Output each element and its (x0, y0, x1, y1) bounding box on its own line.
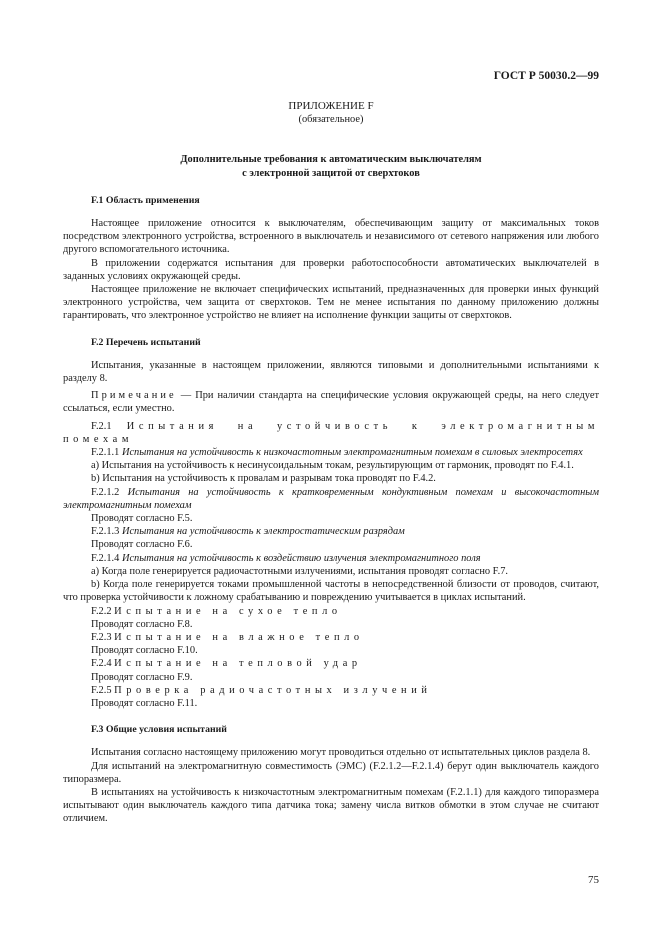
f25-title: Проверка радиочастотных излучений (114, 684, 432, 696)
f25-text: Проводят согласно F.11. (91, 697, 198, 709)
f23-text: Проводят согласно F.10. (91, 645, 198, 657)
f211-heading (63, 446, 599, 459)
f23-number: F.2.3 (91, 631, 115, 643)
f213-heading (63, 525, 599, 538)
appendix-label: ПРИЛОЖЕНИЕ F (288, 100, 374, 112)
f3-paragraph-2: Для испытаний на электромагнитную совместимость (ЭМС) (F.2.1.2—F.2.1.4) берут один выключатель каждого типоразмера. (63, 760, 599, 785)
f214-number: F.2.1.4 (91, 552, 122, 564)
appendix-status: (обязательное) (298, 114, 364, 126)
f24-heading (63, 657, 599, 670)
f22-text: Проводят согласно F.8. (91, 618, 193, 630)
f22-heading (63, 605, 599, 618)
section-f1-heading: F.1 Область применения (91, 194, 200, 206)
f212-number: F.2.1.2 (91, 486, 128, 498)
page-number: 75 (588, 874, 599, 886)
standard-header: ГОСТ Р 50030.2—99 (493, 70, 599, 82)
f24-number: F.2.4 (91, 658, 115, 670)
f22-title: Испытание на сухое тепло (114, 605, 342, 617)
f212-title: Испытания на устойчивость к кратковременным кондуктивным помехам и высокочастотным электромагнитным помехам (63, 486, 599, 511)
f21-heading (63, 420, 599, 446)
f24-text: Проводят согласно F.9. (91, 671, 193, 683)
f23-title: Испытание на влажное тепло (114, 631, 364, 643)
section-f2-heading: F.2 Перечень испытаний (91, 336, 201, 348)
f211-title: Испытания на устойчивость к низкочастотным электромагнитным помехам в силовых электросетях (121, 447, 583, 459)
f24-title: Испытание на тепловой удар (114, 658, 362, 670)
section-f3-heading: F.3 Общие условия испытаний (91, 724, 227, 736)
f211-item-b: b) Испытания на устойчивость к провалам и разрывам тока проводят по F.4.2. (91, 473, 436, 485)
title-line-2: с электронной защитой от сверхтоков (242, 167, 420, 179)
f3-paragraph-1: Испытания согласно настоящему приложению могут проводиться отдельно от испытательных циклов раздела 8. (91, 747, 591, 759)
f3-paragraph-3: В испытаниях на устойчивость к низкочастотным электромагнитным помехам (F.2.1.1) для каждого типоразмера испытывают один выключатель каждого типа датчика тока; замену числа витков обмотки в этом случае не считают отличием. (63, 786, 599, 825)
f212-heading (63, 486, 599, 512)
f1-paragraph-1: Настоящее приложение относится к выключателям, обеспечивающим защиту от максимальных токов посредством электронного устройства, встроенного в выключатель и независимого от сетевого напряжения или любого другого вспомогательного источника. (63, 218, 599, 256)
f213-number: F.2.1.3 (91, 526, 122, 538)
f214-title: Испытания на устойчивость к воздействию излучения электромагнитного поля (121, 552, 481, 564)
f22-number: F.2.2 (91, 605, 115, 617)
f23-heading (63, 631, 599, 644)
note-text: — При наличии стандарта на специфические условия окружающей среды, на него следует ссылаться, если уместно. (63, 390, 599, 415)
f25-heading (63, 684, 599, 697)
f213-text: Проводят согласно F.6. (91, 539, 193, 551)
f214-item-b: b) Когда поле генерируется токами промышленной частоты в непосредственной близости от проводов, считают, что проверка устойчивости к ложному срабатыванию и повреждению учитывается в циклах испытаний. (63, 579, 599, 604)
f213-title: Испытания на устойчивость к электростатическим разрядам (121, 526, 405, 538)
f2-note (63, 389, 599, 415)
f21-number: F.2.1 (91, 420, 127, 432)
f214-item-a: а) Когда поле генерируется радиочастотными излучениями, испытания проводят согласно F.7. (91, 565, 509, 577)
f212-text: Проводят согласно F.5. (91, 513, 193, 525)
f25-number: F.2.5 (91, 684, 115, 696)
f211-number: F.2.1.1 (91, 447, 122, 459)
note-label: Примечание (91, 390, 177, 402)
f2-paragraph-1: Испытания, указанные в настоящем приложении, являются типовыми и дополнительными испытаниями к разделу 8. (63, 359, 599, 385)
f1-paragraph-3: Настоящее приложение не включает специфических испытаний, предназначенных для проверки иных функций электронного устройства, чем защита от сверхтоков. Тем не менее испытания по данному приложению должны гарантировать, что электронное устройство не влияет на исполнение функции защиты от сверхтоков. (63, 284, 599, 322)
title-line-1: Дополнительные требования к автоматическим выключателям (180, 154, 482, 166)
f1-paragraph-2: В приложении содержатся испытания для проверки работоспособности автоматических выключателей в заданных условиях окружающей среды. (63, 257, 599, 282)
f211-item-a: а) Испытания на устойчивость к несинусоидальным токам, результирующим от гармоник, проводят по F.4.1. (91, 460, 574, 472)
f214-heading (63, 552, 599, 565)
f21-title: Испытания на устойчивость к электромагнитным помехам (63, 420, 599, 445)
page-body (63, 100, 599, 826)
